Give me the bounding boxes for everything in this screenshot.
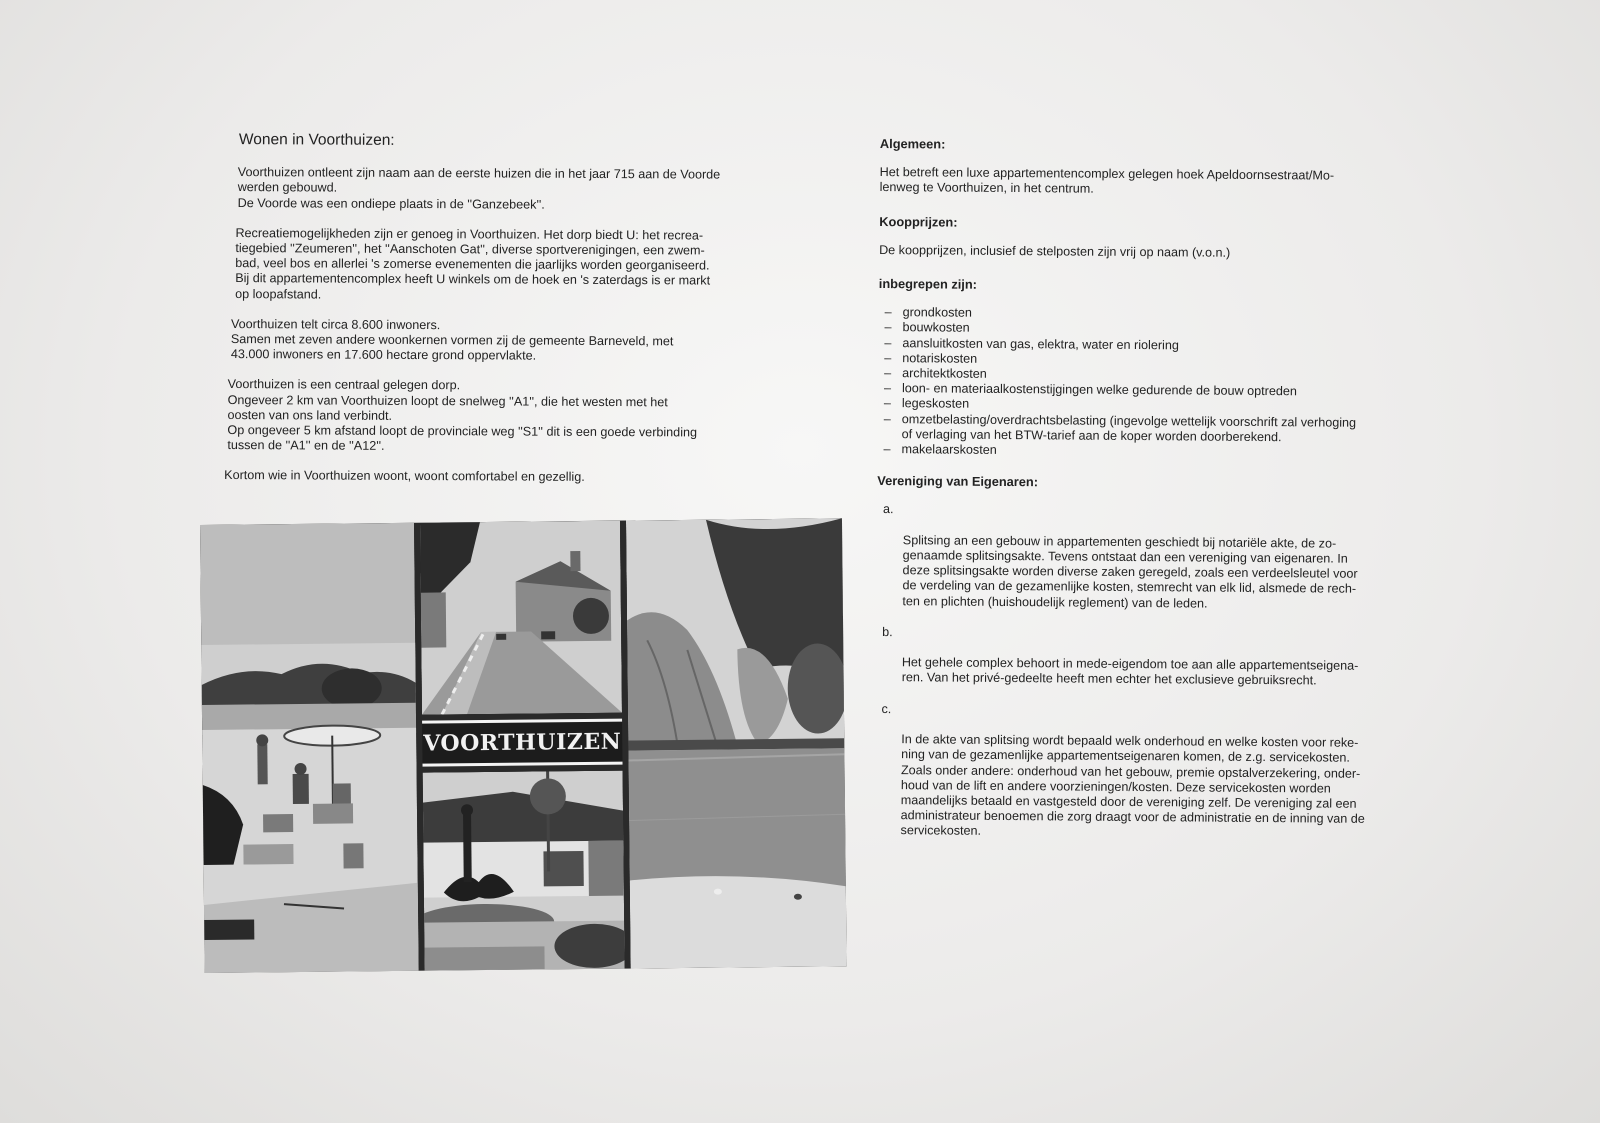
beach-photo xyxy=(200,523,419,973)
left-title: Wonen in Voorthuizen: xyxy=(238,131,395,149)
association-item-c xyxy=(880,702,1475,843)
text-koopprijzen: De koopprijzen, inclusief de stelposten zijn vrij op naam (v.o.n.) xyxy=(879,242,1231,260)
heading-koopprijzen: Koopprijzen: xyxy=(879,213,958,230)
item-label: c. xyxy=(881,701,892,716)
heading-inbegrepen: inbegrepen zijn: xyxy=(878,276,978,292)
list-item: – aansluitkosten van gas, elektra, water en riolering xyxy=(884,336,1478,356)
list-item: – grondkosten xyxy=(885,305,1479,325)
list-item: – architektkosten xyxy=(884,366,1478,386)
text-algemeen: Het betreft een luxe appartementencomplex gelegen hoek Apeldoornsestraat/Mo- lenweg te Voorthuizen, in het centrum. xyxy=(879,165,1335,197)
item-label: a. xyxy=(883,502,894,517)
item-label: b. xyxy=(882,624,893,639)
paragraph-conclusion: Kortom wie in Voorthuizen woont, woont comfortabel en gezellig. xyxy=(224,468,585,485)
paragraph-population: Voorthuizen telt circa 8.600 inwoners. Samen met zeven andere woonkernen vormen zij de gemeente Barneveld, met 43.000 inwoners en 17.600 hectare grond oppervlakte. xyxy=(230,316,674,363)
street-photo xyxy=(420,521,622,715)
paragraph-location: Voorthuizen is een centraal gelegen dorp. Ongeveer 2 km van Voorthuizen loopt de snelweg ''A1'', die het westen met het oosten van ons land verbindt. Op ongeveer 5 km afstand loopt de provinciale weg ''S1'' dit is een goede verbinding tussen de ''A1'' en de ''A12''. xyxy=(227,377,698,454)
postcard-banner xyxy=(422,719,622,767)
included-costs-list xyxy=(883,305,1478,462)
heading-algemeen: Algemeen: xyxy=(879,136,946,152)
list-item: – omzetbelasting/overdrachtsbelasting (ingevolge wettelijk voorschrift zal verhoging of verlaging van het BTW-tarief aan de koper worden doorberekend. xyxy=(884,412,1478,447)
item-text: In de akte van splitsing wordt bepaald welk onderhoud en welke kosten voor reke- ning van de gezamenlijke appartementseigenaren komen, de z.g. servicekosten. Zoals onder andere: onderhoud van het gebouw, premie opstalverzekering, onder- houd van de lift en andere voorzieningen/kosten. Deze servicekosten worden maandelijks betaald en vastgesteld door de vereniging zelf. De vereniging zal een administrateur benoemen die zorg draagt voor de administratie en de inning van de servicekosten. xyxy=(900,732,1365,839)
association-item-b xyxy=(882,625,1476,690)
banner-text: VOORTHUIZEN xyxy=(423,728,622,757)
list-item: – notariskosten xyxy=(884,351,1478,371)
sculpture-photo xyxy=(423,771,625,971)
association-item-a xyxy=(882,502,1477,613)
voorthuizen-postcard xyxy=(200,518,847,973)
list-item: – loon- en materiaalkostenstijgingen welke gedurende de bouw optreden xyxy=(884,381,1478,401)
list-item: – makelaarskosten xyxy=(883,442,1477,462)
item-text: Splitsing an een gebouw in appartementen geschiedt bij notariële akte, de zo- genaamde splitsingsakte. Tevens ontstaat dan een vereniging van eigenaren. In deze splitsingsakte worden diverse zaken geregeld, zoals een verdeelsleutel voor de verdeling van de gezamenlijke kosten, stemrecht van elk lid, alsmede de rech- ten en plichten (huishoudelijk reglement) van de leden. xyxy=(902,533,1358,611)
right-column xyxy=(874,136,1480,859)
association-list xyxy=(880,502,1477,843)
heading-vereniging: Vereniging van Eigenaren: xyxy=(877,473,1039,490)
lake-photo xyxy=(626,518,847,968)
list-item: – legeskosten xyxy=(884,396,1478,416)
list-item: – bouwkosten xyxy=(884,320,1478,340)
paragraph-recreation: Recreatiemogelijkheden zijn er genoeg in Voorthuizen. Het dorp biedt U: het recrea- tiegebied ''Zeumeren'', het ''Aanschoten Gat'', diverse sportverenigingen, een zwem- bad, veel bos en allerlei 's zomerse evenementen die jaarlijks worden georganiseerd. Bij dit appartementencomplex heeft U winkels om de hoek en 's zaterdags is er markt op loopafstand. xyxy=(235,225,711,302)
item-text: Het gehele complex behoort in mede-eigendom toe aan alle appartementseigena- ren. Van het privé-gedeelte heeft men echter het exclusieve gebruiksrecht. xyxy=(901,655,1359,688)
left-column xyxy=(224,132,796,502)
paragraph-name-origin: Voorthuizen ontleent zijn naam aan de eerste huizen die in het jaar 715 aan de Voorde werden gebouwd. De Voorde was een ondiepe plaats in de ''Ganzebeek''. xyxy=(237,165,721,212)
